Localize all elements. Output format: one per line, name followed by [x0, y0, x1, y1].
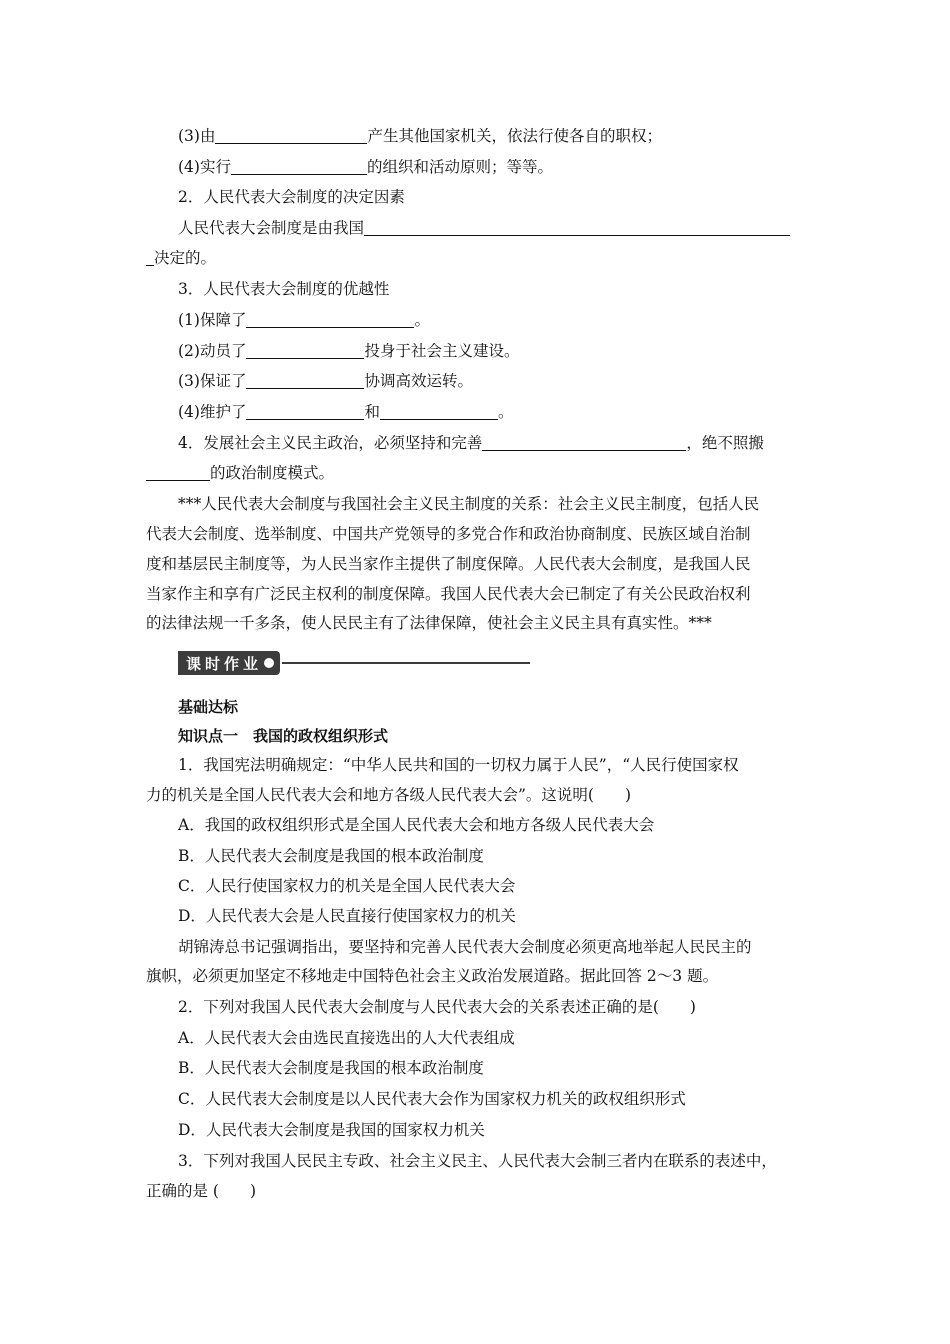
text: 决定的。	[154, 249, 217, 267]
text: 投身于社会主义建设。	[364, 342, 520, 360]
text: 。	[414, 311, 430, 329]
text: 人民代表大会制度是由我国	[178, 219, 365, 237]
fill-in-line	[178, 157, 553, 177]
heading-line: 3．人民代表大会制度的优越性	[178, 280, 390, 298]
question-stem: 正确的是 ( )	[146, 1182, 257, 1200]
fill-in-line	[178, 341, 519, 361]
option-d: D．人民代表大会制度是我国的国家权力机关	[178, 1121, 485, 1139]
heading-line: 2．人民代表大会制度的决定因素	[178, 188, 405, 206]
fill-in-line	[178, 218, 790, 238]
text: (4)实行	[178, 158, 231, 176]
passage-line: 旗帜，必须更加坚定不移地走中国特色社会主义政治发展道路。据此回答 2～3 题。	[146, 967, 719, 985]
fill-in-line	[178, 433, 764, 453]
text: 协调高效运转。	[364, 372, 473, 390]
question-stem: 3．下列对我国人民民主专政、社会主义民主、人民代表大会制三者内在联系的表述中，	[178, 1152, 777, 1170]
text: 。	[497, 403, 514, 421]
fill-in-line	[178, 126, 662, 146]
text: (4)维护了	[178, 403, 247, 421]
note-line: 代表大会制度、选举制度、中国共产党领导的多党合作和政治协商制度、民族区域自治制	[146, 525, 751, 543]
answer-blank	[146, 249, 154, 266]
question-stem: 1．我国宪法明确规定：“中华人民共和国的一切权力属于人民”，“人民行使国家权	[178, 756, 739, 774]
note-line: 当家作主和享有广泛民主权利的制度保障。我国人民代表大会已制定了有关公民政治权利	[146, 585, 751, 603]
answer-blank	[246, 403, 364, 420]
option-c: C．人民行使国家权力的机关是全国人民代表大会	[178, 877, 516, 895]
text: (3)保证了	[178, 372, 247, 390]
answer-blank	[246, 342, 364, 359]
bullet-dot-icon	[264, 658, 274, 668]
passage-line: 胡锦涛总书记强调指出，要坚持和完善人民代表大会制度必须更高地举起人民民主的	[178, 938, 752, 956]
text: (3)由	[178, 127, 216, 145]
answer-blank	[215, 127, 367, 144]
fill-in-line	[146, 463, 334, 483]
option-a: A．人民代表大会由选民直接选出的人大代表组成	[178, 1029, 515, 1047]
fill-in-line	[146, 248, 216, 268]
fill-in-line	[178, 402, 514, 422]
text: ，绝不照搬	[686, 434, 764, 452]
answer-blank	[246, 311, 414, 328]
answer-blank	[364, 219, 790, 236]
section-title: 基础达标	[178, 698, 239, 716]
text: (2)动员了	[178, 342, 247, 360]
text: 产生其他国家机关，依法行使各自的职权；	[367, 127, 662, 145]
option-d: D．人民代表大会是人民直接行使国家权力的机关	[178, 907, 516, 925]
fill-in-line	[178, 310, 430, 330]
note-line: ***人民代表大会制度与我国社会主义民主制度的关系：社会主义民主制度，包括人民	[178, 495, 760, 513]
text: 4．发展社会主义民主政治，必须坚持和完善	[178, 434, 483, 452]
section-banner	[178, 651, 530, 675]
banner-label-box	[178, 651, 280, 675]
option-b: B．人民代表大会制度是我国的根本政治制度	[178, 1059, 484, 1077]
option-a: A．我国的政权组织形式是全国人民代表大会和地方各级人民代表大会	[178, 816, 655, 834]
text: 的政治制度模式。	[210, 464, 335, 482]
option-c: C．人民代表大会制度是以人民代表大会作为国家权力机关的政权组织形式	[178, 1090, 686, 1108]
note-line: 度和基层民主制度等，为人民当家作主提供了制度保障。人民代表大会制度，是我国人民	[146, 555, 751, 573]
answer-blank	[246, 372, 364, 389]
question-stem: 2．下列对我国人民代表大会制度与人民代表大会的关系表述正确的是( )	[178, 998, 696, 1016]
knowledge-point-title: 知识点一 我国的政权组织形式	[178, 727, 389, 745]
banner-rule	[282, 662, 530, 664]
option-b: B．人民代表大会制度是我国的根本政治制度	[178, 847, 484, 865]
answer-blank	[231, 158, 367, 175]
text: 的组织和活动原则；等等。	[366, 158, 553, 176]
note-line: 的法律法规一千多条，使人民民主有了法律保障，使社会主义民主具有真实性。***	[146, 614, 712, 632]
answer-blank	[482, 434, 686, 451]
banner-label: 课时作业	[186, 654, 263, 673]
fill-in-line	[178, 371, 473, 391]
answer-blank	[380, 403, 498, 420]
question-stem: 力的机关是全国人民代表大会和地方各级人民代表大会”。这说明( )	[146, 786, 632, 804]
text: 和	[364, 403, 380, 421]
text: (1)保障了	[178, 311, 247, 329]
answer-blank	[146, 464, 210, 481]
